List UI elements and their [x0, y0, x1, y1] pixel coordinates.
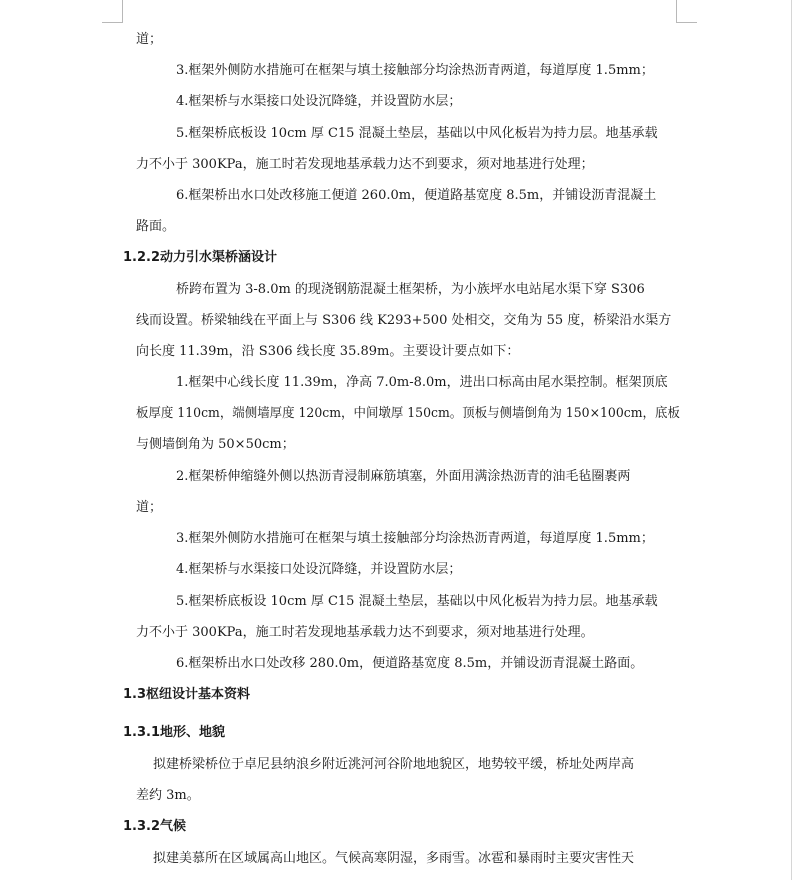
paragraph-line: 桥跨布置为 3-8.0m 的现浇钢筋混凝土框架桥，为小族坪水电站尾水渠下穿 S306: [176, 282, 645, 297]
list-item-3: 3.框架外侧防水措施可在框架与填土接触部分均涂热沥青两道，每道厚度 1.5mm；: [176, 63, 654, 78]
page-edge-rule: [791, 0, 792, 880]
list-item-1-line-3: 与侧墙倒角为 50×50cm；: [136, 437, 295, 452]
list-item-2-tail: 道；: [136, 32, 163, 47]
paragraph-line: 差约 3m。: [136, 788, 200, 803]
section-heading-1-3-1: 1.3.1地形、地貌: [123, 725, 226, 740]
margin-corner-mark-top-left: [102, 0, 123, 23]
section-heading-1-3: 1.3枢纽设计基本资料: [123, 687, 251, 702]
margin-corner-mark-top-right: [676, 0, 697, 23]
list-item-1-line-2: 板厚度 110cm，端侧墙厚度 120cm，中间墩厚 150cm。顶板与侧墙倒角为 150×100cm，底板: [136, 406, 680, 421]
section-heading-1-3-2: 1.3.2气候: [123, 819, 187, 834]
paragraph-line: 拟建美慕所在区域属高山地区。气候高寒阴湿，多雨雪。冰雹和暴雨时主要灾害性天: [153, 851, 635, 866]
paragraph-line: 线而设置。桥梁轴线在平面上与 S306 线 K293+500 处相交，交角为 55 度，桥梁沿水渠方: [136, 313, 672, 328]
list-item-6: 6.框架桥出水口处改移 280.0m，便道路基宽度 8.5m，并铺设沥青混凝土路面。: [176, 656, 644, 671]
list-item-4: 4.框架桥与水渠接口处设沉降缝，并设置防水层；: [176, 562, 462, 577]
list-item-5-line-1: 5.框架桥底板设 10cm 厚 C15 混凝土垫层，基础以中风化板岩为持力层。地基承载: [176, 594, 658, 609]
paragraph-line: 拟建桥梁桥位于卓尼县纳浪乡附近洮河河谷阶地地貌区，地势较平缓，桥址处两岸高: [153, 757, 635, 772]
list-item-6-line-2: 路面。: [136, 219, 176, 234]
list-item-3: 3.框架外侧防水措施可在框架与填土接触部分均涂热沥青两道，每道厚度 1.5mm；: [176, 531, 654, 546]
list-item-4: 4.框架桥与水渠接口处设沉降缝，并设置防水层；: [176, 94, 462, 109]
paragraph-line: 向长度 11.39m，沿 S306 线长度 35.89m。主要设计要点如下：: [136, 344, 520, 359]
list-item-5-line-2: 力不小于 300KPa，施工时若发现地基承载力达不到要求，须对地基进行处理。: [136, 625, 594, 640]
list-item-5-line-1: 5.框架桥底板设 10cm 厚 C15 混凝土垫层，基础以中风化板岩为持力层。地基承载: [176, 126, 658, 141]
list-item-2-line-1: 2.框架桥伸缩缝外侧以热沥青浸制麻筋填塞，外面用满涂热沥青的油毛毡圈裹两: [176, 469, 631, 484]
section-heading-1-2-2: 1.2.2动力引水渠桥涵设计: [123, 250, 278, 265]
list-item-5-line-2: 力不小于 300KPa，施工时若发现地基承载力达不到要求，须对地基进行处理；: [136, 157, 594, 172]
list-item-1-line-1: 1.框架中心线长度 11.39m，净高 7.0m-8.0m，进出口标高由尾水渠控制。框架顶底: [176, 375, 668, 390]
list-item-2-line-2: 道；: [136, 500, 163, 515]
list-item-6-line-1: 6.框架桥出水口处改移施工便道 260.0m，便道路基宽度 8.5m，并铺设沥青混凝土: [176, 188, 657, 203]
